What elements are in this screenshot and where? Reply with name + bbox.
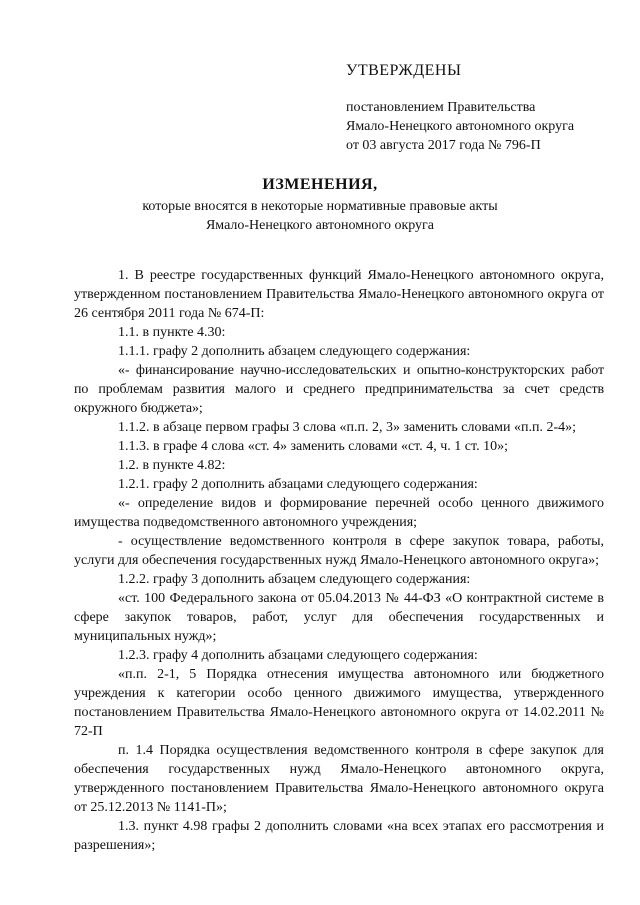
approval-line-1: постановлением Правительства bbox=[346, 100, 536, 115]
approval-line-2: Ямало-Ненецкого автономного округа bbox=[346, 119, 575, 134]
paragraph-quote-order-72: «п.п. 2-1, 5 Порядка отнесения имущества автономного или бюджетного учреждения к категории особо ценного движимого имущества, утвержденного постановлением Правительства Ямало-Ненецкого автономного округа от 14.02.2011 № 72-П bbox=[74, 667, 604, 739]
paragraph-1-1: 1.1. в пункте 4.30: bbox=[118, 325, 226, 340]
paragraph-1: 1. В реестре государственных функций Ямало-Ненецкого автономного округа, утвержденном постановлением Правительства Ямало-Ненецкого автономного округа от 26 сентября 2011 года № 674-П: bbox=[74, 268, 604, 321]
subtitle-line-2: Ямало-Ненецкого автономного округа bbox=[205, 218, 435, 233]
document-title: ИЗМЕНЕНИЯ, bbox=[262, 176, 378, 193]
paragraph-control: - осуществление ведомственного контроля в сфере закупок товара, работы, услуги для обеспечения государственных нужд Ямало-Ненецкого автономного округа»; bbox=[74, 534, 604, 568]
document-body bbox=[74, 266, 604, 855]
approval-block bbox=[346, 98, 574, 155]
approval-line-3: от 03 августа 2017 года № 796-П bbox=[346, 138, 541, 153]
paragraph-1-1-2: 1.1.2. в абзаце первом графы 3 слова «п.п. 2, 3» заменить словами «п.п. 2-4»; bbox=[118, 420, 577, 435]
subtitle-line-1: которые вносятся в некоторые нормативные правовые акты bbox=[142, 199, 498, 214]
paragraph-1-1-1: 1.1.1. графу 2 дополнить абзацем следующего содержания: bbox=[118, 344, 471, 359]
paragraph-1-2-1: 1.2.1. графу 2 дополнить абзацами следующего содержания: bbox=[118, 477, 478, 492]
document-subtitle bbox=[0, 197, 640, 235]
paragraph-1-2: 1.2. в пункте 4.82: bbox=[118, 458, 226, 473]
paragraph-1-1-3: 1.1.3. в графе 4 слова «ст. 4» заменить словами «ст. 4, ч. 1 ст. 10»; bbox=[118, 439, 508, 454]
paragraph-quote-financing: «- финансирование научно-исследовательских и опытно-конструкторских работ по проблемам развития малого и среднего предпринимательства за счет средств окружного бюджета»; bbox=[74, 363, 604, 416]
paragraph-quote-property: «- определение видов и формирование перечней особо ценного движимого имущества подведомственного автономного учреждения; bbox=[74, 496, 604, 530]
paragraph-1-3: 1.3. пункт 4.98 графы 2 дополнить словами «на всех этапах его рассмотрения и разрешения»; bbox=[74, 819, 604, 853]
paragraph-1-2-3: 1.2.3. графу 4 дополнить абзацами следующего содержания: bbox=[118, 648, 478, 663]
paragraph-1-2-2: 1.2.2. графу 3 дополнить абзацем следующего содержания: bbox=[118, 572, 471, 587]
paragraph-quote-law: «ст. 100 Федерального закона от 05.04.2013 № 44-ФЗ «О контрактной системе в сфере закупок товаров, работ, услуг для обеспечения государственных и муниципальных нужд»; bbox=[74, 591, 604, 644]
approved-heading: УТВЕРЖДЕНЫ bbox=[346, 62, 462, 79]
paragraph-order-1141: п. 1.4 Порядка осуществления ведомственного контроля в сфере закупок для обеспечения государственных нужд Ямало-Ненецкого автономного округа, утвержденного постановлением Правительства Ямало-Ненецкого автономного округа от 25.12.2013 № 1141-П»; bbox=[74, 743, 604, 815]
